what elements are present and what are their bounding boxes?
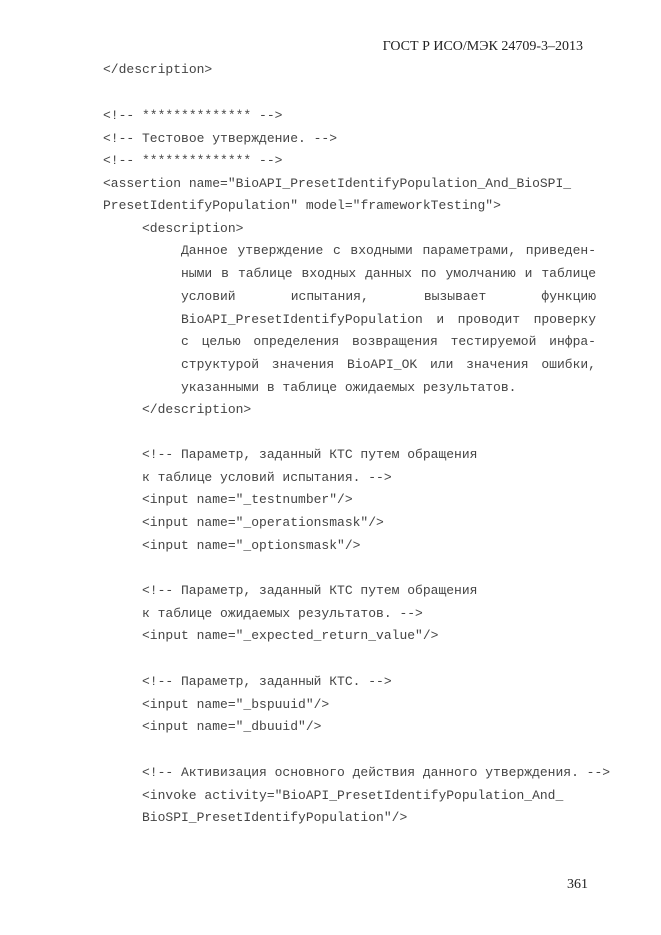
code-line: <!-- ************** --> (103, 108, 283, 123)
code-line: <!-- ************** --> (103, 153, 283, 168)
code-line: <!-- Тестовое утверждение. --> (103, 131, 338, 146)
description-line: ными в таблице входных данных по умолчанию и таблице (181, 266, 596, 281)
code-line: к таблице ожидаемых результатов. --> (142, 606, 423, 621)
code-line: </description> (142, 402, 252, 417)
code-line: </description> (103, 62, 213, 77)
code-line: <!-- Параметр, заданный КТС. --> (142, 674, 392, 689)
description-line: BioAPI_PresetIdentifyPopulation и проводит проверку (181, 312, 596, 327)
code-line: <!-- Параметр, заданный КТС путем обращения (142, 583, 478, 598)
code-line: <input name="_expected_return_value"/> (142, 628, 439, 643)
description-line: условий испытания, вызывает функцию (181, 289, 596, 304)
page-number: 361 (567, 877, 588, 892)
code-line: <input name="_optionsmask"/> (142, 538, 361, 553)
description-line: с целью определения возвращения тестируемой инфра- (181, 334, 596, 349)
code-line: BioSPI_PresetIdentifyPopulation"/> (142, 810, 408, 825)
code-line: к таблице условий испытания. --> (142, 470, 392, 485)
code-line: <!-- Активизация основного действия данного утверждения. --> (142, 765, 611, 780)
code-line: <description> (142, 221, 244, 236)
description-line: указанными в таблице ожидаемых результатов. (181, 380, 517, 395)
code-line: <!-- Параметр, заданный КТС путем обращения (142, 447, 478, 462)
code-line: <input name="_operationsmask"/> (142, 515, 384, 530)
code-line: <assertion name="BioAPI_PresetIdentifyPopulation_And_BioSPI_ (103, 176, 572, 191)
code-line: <invoke activity="BioAPI_PresetIdentifyPopulation_And_ (142, 788, 564, 803)
code-line: <input name="_bspuuid"/> (142, 697, 330, 712)
description-line: структурой значения BioAPI_OK или значения ошибки, (181, 357, 596, 372)
description-line: Данное утверждение с входными параметрами, приведен- (181, 243, 596, 258)
code-line: <input name="_dbuuid"/> (142, 719, 322, 734)
page-header-standard: ГОСТ Р ИСО/МЭК 24709-3–2013 (382, 39, 583, 54)
code-line: <input name="_testnumber"/> (142, 492, 353, 507)
code-line: PresetIdentifyPopulation" model="frameworkTesting"> (103, 198, 501, 213)
